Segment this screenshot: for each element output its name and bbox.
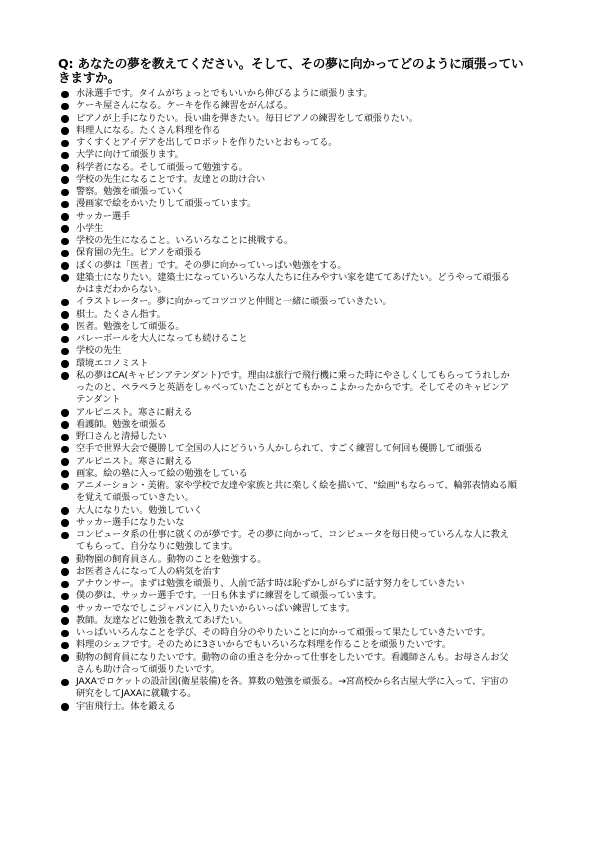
answer-text: アナウンサー。まずは勉強を頑張り、人前で話す時は恥ずかしがらずに話す努力をしていきたい bbox=[76, 578, 465, 589]
answer-text: アニメーション・美術。家や学校で友達や家族と共に楽しく絵を描いて、"絵画"もならって、輪郭表情ぬる順を覚えて頑張っていきたい。 bbox=[76, 480, 517, 504]
bullet-icon bbox=[61, 299, 69, 307]
answer-item bbox=[61, 407, 517, 419]
bullet-icon bbox=[61, 225, 69, 233]
answer-item bbox=[61, 456, 517, 468]
answer-list bbox=[61, 88, 517, 713]
bullet-icon bbox=[61, 593, 69, 601]
bullet-icon bbox=[61, 470, 69, 478]
answer-text: 棋士。たくさん指す。 bbox=[76, 308, 166, 320]
answer-text: 大人になりたい。勉強していく bbox=[76, 504, 203, 516]
answer-item bbox=[61, 223, 517, 235]
answer-item bbox=[61, 505, 517, 517]
answer-text: 警察。勉強を頑張っていく bbox=[76, 186, 185, 197]
bullet-icon bbox=[61, 348, 69, 356]
answer-text: 学校の先生になることです。友達との助け合い bbox=[76, 173, 266, 185]
answer-item bbox=[61, 88, 517, 100]
answer-item bbox=[61, 174, 517, 186]
answer-text: 保育園の先生。ピアノを頑張る bbox=[76, 247, 202, 259]
answer-text: 私の夢はCA(キャビンアテンダント)です。理由は旅行で飛行機に乗った時にやさしくしてもらってうれしかったのと、ペラペラと英語をしゃべっていたことがとてもかっこよかったからです。そしてそのキャビンアテンダント bbox=[76, 369, 510, 406]
answer-text: 大学に向けて頑張ります。 bbox=[76, 149, 184, 161]
answer-item bbox=[61, 590, 517, 602]
answer-text: いっぱいいろんなことを学び、その時自分のやりたいことに向かって頑張って果たしていきたいです。 bbox=[76, 627, 491, 638]
answer-text: 小学生 bbox=[76, 222, 104, 234]
answer-text: ぼくの夢は「医者」です。その夢に向かっていっぱい勉強をする。 bbox=[76, 259, 347, 271]
answer-item bbox=[61, 676, 517, 701]
answer-item bbox=[61, 480, 517, 505]
answer-item bbox=[61, 358, 517, 370]
bullet-icon bbox=[61, 434, 69, 442]
answer-item bbox=[61, 431, 517, 443]
bullet-icon bbox=[61, 262, 69, 270]
bullet-icon bbox=[61, 630, 69, 638]
answer-item bbox=[61, 100, 517, 112]
bullet-icon bbox=[61, 703, 69, 711]
bullet-icon bbox=[61, 556, 69, 564]
bullet-icon bbox=[61, 421, 69, 429]
answer-text: 動物園の飼育員さん。動物のことを勉強する。 bbox=[76, 553, 267, 565]
bullet-icon bbox=[61, 654, 69, 662]
bullet-icon bbox=[61, 679, 69, 687]
answer-item bbox=[61, 321, 517, 333]
bullet-icon bbox=[61, 605, 69, 613]
answer-text: アルピニスト。寒さに耐える bbox=[76, 406, 193, 418]
answer-text: 環境エコノミスト bbox=[76, 357, 149, 369]
bullet-icon bbox=[61, 238, 69, 246]
answer-text: 野口さんと清掃したい bbox=[76, 431, 167, 442]
bullet-icon bbox=[61, 127, 69, 135]
answer-text: 料理人になる。たくさん料理を作る bbox=[76, 124, 221, 136]
bullet-icon bbox=[61, 176, 69, 184]
answer-item bbox=[61, 162, 517, 174]
answer-text: コンピュータ系の仕事に就くのが夢です。その夢に向かって、コンピュータを毎日使っていろんな人に教えてもらって、自分なりに勉強してます。 bbox=[76, 529, 509, 553]
answer-text: サッカーでなでしこジャパンに入りたいからいっぱい練習してます。 bbox=[76, 602, 356, 614]
bullet-icon bbox=[61, 274, 69, 282]
answer-text: 科学者になる。そして頑張って勉強する。 bbox=[76, 161, 248, 173]
answer-item bbox=[61, 443, 517, 455]
bullet-icon bbox=[61, 91, 69, 99]
bullet-icon bbox=[61, 323, 69, 331]
answer-text: アルピニスト。寒さに耐える bbox=[76, 455, 193, 467]
answer-item bbox=[61, 198, 517, 210]
bullet-icon bbox=[61, 140, 69, 148]
answer-text: ケーキ屋さんになる。ケーキを作る練習をがんばる。 bbox=[76, 100, 293, 112]
answer-text: 料理のシェフです。そのために3さいからでもいろいろな料理を作ることを頑張りたいです。 bbox=[76, 639, 451, 651]
answer-text: 漫画家で絵をかいたりして頑張っています。 bbox=[76, 198, 257, 210]
answer-item bbox=[61, 652, 517, 677]
answer-text: すくすくとアイデアを出してロボットを作りたいとおもってる。 bbox=[76, 137, 338, 148]
bullet-icon bbox=[61, 483, 69, 491]
answer-text: 画家。絵の塾に入って絵の勉強をしている bbox=[76, 467, 248, 479]
question-mark: Q: bbox=[58, 56, 74, 71]
answer-item bbox=[61, 370, 517, 407]
answer-item bbox=[61, 272, 517, 297]
bullet-icon bbox=[61, 581, 69, 589]
answer-text: 空手で世界大会で優勝して全国の人にどういう人かしられて、すごく練習して何回も優勝して頑張る bbox=[76, 443, 483, 455]
answer-item bbox=[61, 260, 517, 272]
answer-text: ピアノが上手になりたい。長い曲を弾きたい。毎日ピアノの練習をして頑張りたい。 bbox=[76, 112, 418, 124]
answer-text: イラストレーター。夢に向かってコツコツと仲間と一緒に頑張っていきたい。 bbox=[76, 296, 392, 308]
bullet-icon bbox=[61, 372, 69, 380]
bullet-icon bbox=[61, 409, 69, 417]
bullet-icon bbox=[61, 642, 69, 650]
answer-text: 宇宙飛行士。体を鍛える bbox=[76, 700, 176, 712]
answer-item bbox=[61, 296, 517, 308]
answer-text: バレーボールを大人になっても続けること bbox=[76, 333, 248, 344]
answer-text: サッカー選手になりたいな bbox=[76, 516, 185, 528]
bullet-icon bbox=[61, 164, 69, 172]
bullet-icon bbox=[61, 213, 69, 221]
bullet-icon bbox=[61, 336, 69, 344]
bullet-icon bbox=[61, 103, 69, 111]
answer-item bbox=[61, 186, 517, 198]
bullet-icon bbox=[61, 152, 69, 160]
answer-item bbox=[61, 211, 517, 223]
answer-item bbox=[61, 125, 517, 137]
bullet-icon bbox=[61, 189, 69, 197]
question-text: あなたの夢を教えてください。そして、その夢に向かってどのように頑張っていきますか。 bbox=[58, 56, 524, 86]
answer-text: 看護師。勉強を頑張る bbox=[76, 418, 167, 430]
bullet-icon bbox=[61, 617, 69, 625]
bullet-icon bbox=[61, 507, 69, 515]
bullet-icon bbox=[61, 360, 69, 368]
answer-text: 僕の夢は、サッカー選手です。一日も休まずに練習をして頑張っています。 bbox=[76, 590, 382, 602]
answer-item bbox=[61, 517, 517, 529]
answer-item bbox=[61, 603, 517, 615]
bullet-icon bbox=[61, 201, 69, 209]
answer-text: JAXAでロケットの設計図(衛星装備)を各。算数の勉強を頑張る。→宮高校から名古屋大学に入って、宇宙の研究をしてJAXAに就職する。 bbox=[76, 676, 509, 700]
answer-text: サッカー選手 bbox=[76, 210, 131, 222]
answer-item bbox=[61, 309, 517, 321]
answer-item bbox=[61, 113, 517, 125]
bullet-icon bbox=[61, 311, 69, 319]
answer-item bbox=[61, 529, 517, 554]
bullet-icon bbox=[61, 458, 69, 466]
answer-item bbox=[61, 701, 517, 713]
answer-item bbox=[61, 578, 517, 590]
bullet-icon bbox=[61, 250, 69, 258]
answer-item bbox=[61, 137, 517, 149]
answer-item bbox=[61, 333, 517, 345]
answer-item bbox=[61, 419, 517, 431]
answer-text: 水泳選手です。タイムがちょっとでもいいから伸びるように頑張ります。 bbox=[76, 88, 373, 99]
answer-text: 学校の先生 bbox=[76, 345, 122, 357]
answer-item bbox=[61, 149, 517, 161]
bullet-icon bbox=[61, 115, 69, 123]
answer-text: 建築士になりたい。建築士になっていろいろな人たちに住みやすい家を建ててあげたい。どうやって頑張るかはまだわからない。 bbox=[76, 271, 510, 295]
answer-item bbox=[61, 345, 517, 357]
bullet-icon bbox=[61, 519, 69, 527]
answer-text: 教師。友達などに勉強を教えてあげたい。 bbox=[76, 614, 248, 626]
answer-text: 動物の飼育員になりたいです。動物の命の重さを分かって仕事をしたいです。看護師さんも。お母さんお父さんも助け合って頑張りたいです。 bbox=[76, 651, 509, 675]
answer-text: 医者。勉強をして頑張る。 bbox=[76, 320, 185, 332]
answer-item bbox=[61, 627, 517, 639]
answer-item bbox=[61, 235, 517, 247]
answer-item bbox=[61, 639, 517, 651]
bullet-icon bbox=[61, 568, 69, 576]
bullet-icon bbox=[61, 446, 69, 454]
answer-text: 学校の先生になること。いろいろなことに挑戦する。 bbox=[76, 235, 293, 246]
answer-item bbox=[61, 554, 517, 566]
answer-item bbox=[61, 566, 517, 578]
bullet-icon bbox=[61, 532, 69, 540]
answer-item bbox=[61, 247, 517, 259]
answer-item bbox=[61, 615, 517, 627]
answer-item bbox=[61, 468, 517, 480]
question-heading bbox=[58, 57, 528, 86]
answer-text: お医者さんになって人の病気を治す bbox=[76, 565, 221, 577]
